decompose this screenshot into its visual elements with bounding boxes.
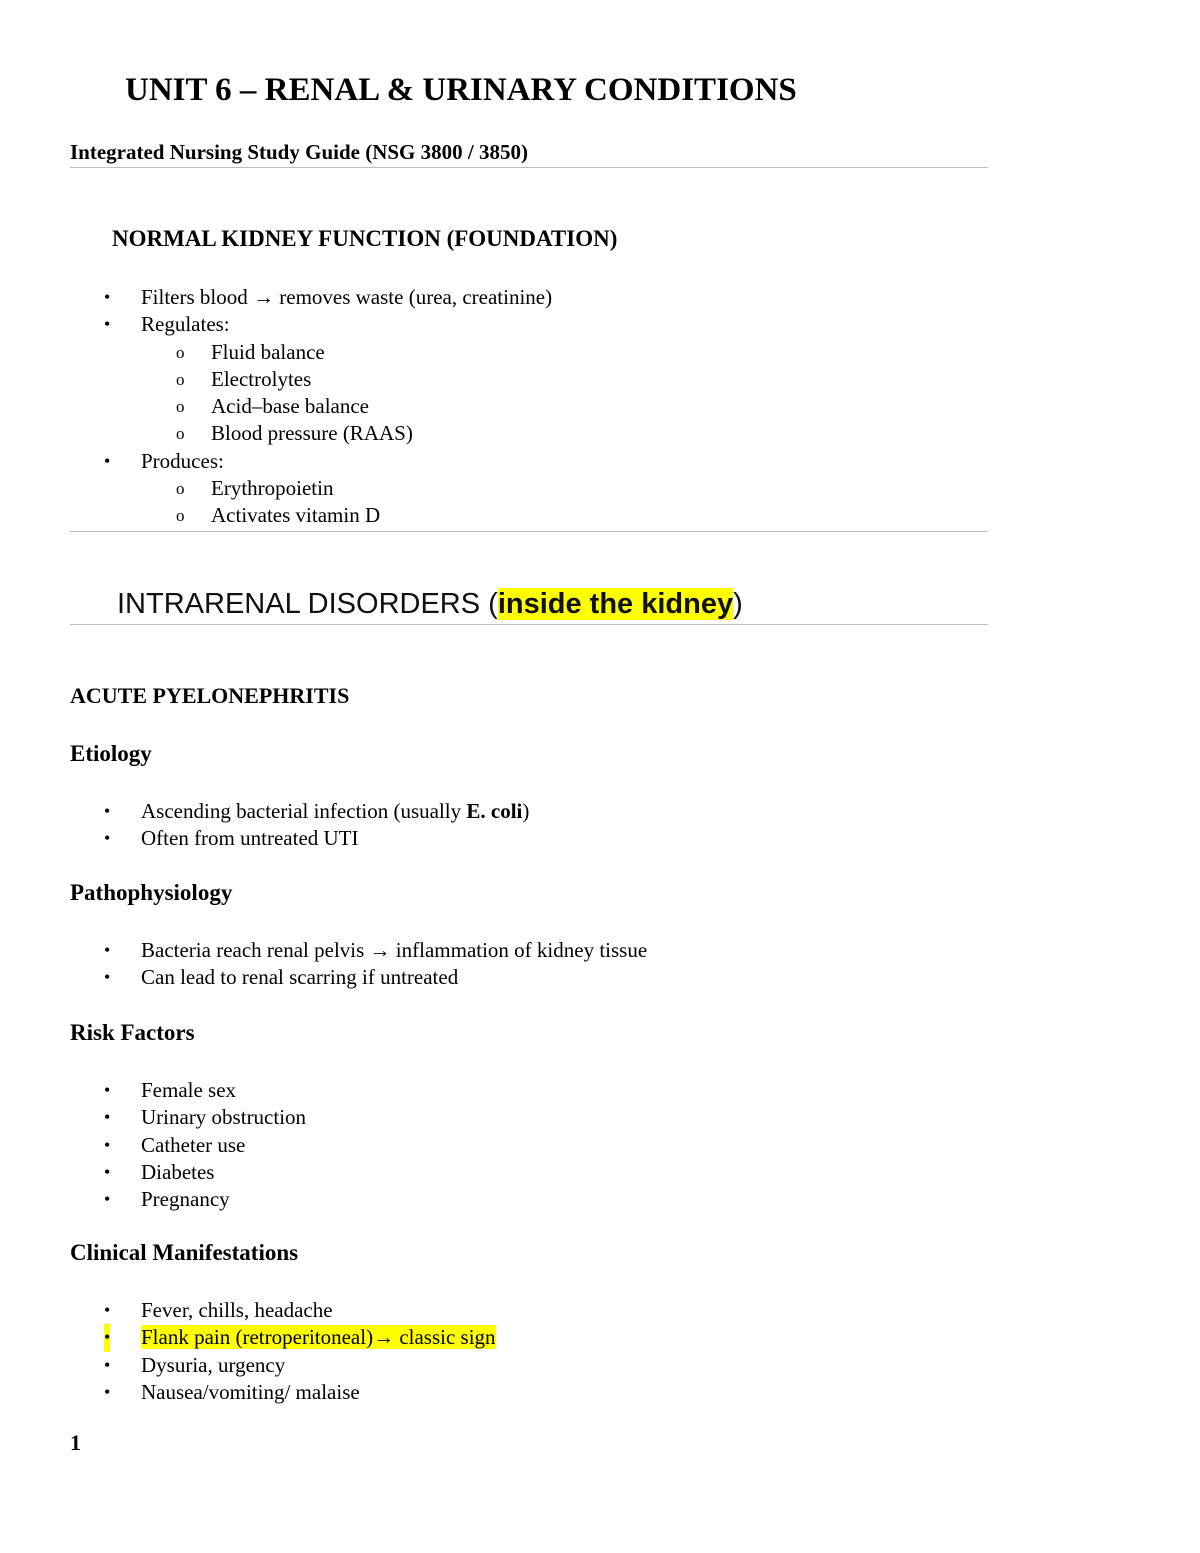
list-item-text: Regulates: xyxy=(141,312,230,337)
bullet-icon: • xyxy=(104,1189,111,1210)
list-item-text: Female sex xyxy=(141,1078,237,1102)
section-heading-intrarenal xyxy=(117,588,743,621)
highlighted-text: inside the kidney xyxy=(497,588,734,620)
sub-bullet-icon: o xyxy=(176,397,185,417)
pathophysiology-list xyxy=(70,937,647,992)
bullet-icon: • xyxy=(104,1134,111,1155)
divider-rule xyxy=(70,531,988,532)
bullet-icon: • xyxy=(104,1324,110,1351)
list-item xyxy=(70,1132,306,1159)
list-item xyxy=(70,1379,496,1406)
list-item-text: Catheter use xyxy=(141,1132,246,1157)
sub-list-item xyxy=(70,339,552,366)
list-item-text: Blood pressure (RAAS) xyxy=(211,421,413,446)
divider-rule xyxy=(70,624,988,625)
list-item xyxy=(70,937,647,964)
list-item-text: ) xyxy=(522,799,530,823)
list-item-text: Acid–base balance xyxy=(211,394,370,419)
bullet-icon: • xyxy=(104,450,111,471)
clinical-manifestations-list xyxy=(70,1297,496,1406)
bullet-icon: • xyxy=(104,967,111,988)
highlighted-text: Flank pain (retroperitoneal)→ classic sign xyxy=(141,1325,496,1350)
list-item-text: Bacteria reach renal pelvis → inflammation of kidney tissue xyxy=(141,938,648,962)
bullet-icon: • xyxy=(104,1300,111,1320)
bullet-icon: • xyxy=(104,287,111,307)
list-item-text: Dysuria, urgency xyxy=(141,1352,286,1377)
risk-factors-list xyxy=(70,1077,306,1213)
etiology-list xyxy=(70,798,529,853)
list-item-text: Ascending bacterial infection (usually xyxy=(141,799,467,823)
sub-list-item xyxy=(70,420,552,447)
list-item xyxy=(70,1104,306,1131)
list-item-text: Erythropoietin xyxy=(211,476,334,501)
list-item-highlighted xyxy=(70,1324,496,1351)
bullet-icon: • xyxy=(104,940,111,960)
sub-bullet-icon: o xyxy=(176,369,185,389)
sub-bullet-icon: o xyxy=(176,506,185,526)
document-title: UNIT 6 – RENAL & URINARY CONDITIONS xyxy=(125,72,797,108)
sub-list-item xyxy=(70,393,552,420)
bullet-icon: • xyxy=(104,828,111,849)
list-item-text: Fever, chills, headache xyxy=(141,1298,333,1322)
heading-pathophysiology: Pathophysiology xyxy=(70,880,233,905)
list-item xyxy=(70,1077,306,1104)
heading-text: ) xyxy=(733,588,743,620)
list-item-text: Diabetes xyxy=(141,1159,215,1184)
sub-list-item xyxy=(70,366,552,393)
list-item-text: Pregnancy xyxy=(141,1187,230,1212)
bullet-icon: • xyxy=(104,1354,111,1375)
heading-risk-factors: Risk Factors xyxy=(70,1020,195,1045)
normal-function-list xyxy=(70,284,552,530)
subsection-heading-acute-pyelonephritis: ACUTE PYELONEPHRITIS xyxy=(70,683,350,708)
bullet-icon: • xyxy=(104,314,111,335)
heading-text: INTRARENAL DISORDERS ( xyxy=(117,588,498,620)
bullet-icon: • xyxy=(104,1080,111,1100)
heading-clinical-manifestations: Clinical Manifestations xyxy=(70,1240,299,1265)
bullet-icon: • xyxy=(104,1381,111,1402)
list-item-text: Filters blood → removes waste (urea, creatinine) xyxy=(141,285,553,309)
heading-etiology: Etiology xyxy=(70,741,152,766)
bullet-icon: • xyxy=(104,1107,111,1128)
list-item-text: Activates vitamin D xyxy=(211,503,381,528)
list-item-text: Nausea/vomiting/ malaise xyxy=(141,1379,360,1404)
list-item xyxy=(70,311,552,338)
sub-bullet-icon: o xyxy=(176,424,185,444)
list-item-text: Electrolytes xyxy=(211,366,312,391)
list-item xyxy=(70,1186,306,1213)
list-item-text: Fluid balance xyxy=(211,339,325,364)
list-item-text: Produces: xyxy=(141,448,224,473)
list-item xyxy=(70,448,552,475)
bold-text: E. coli xyxy=(466,799,523,823)
list-item xyxy=(70,798,529,825)
bullet-icon: • xyxy=(104,801,111,821)
list-item xyxy=(70,825,529,852)
list-item-text: Urinary obstruction xyxy=(141,1105,307,1130)
section-heading-normal-function: NORMAL KIDNEY FUNCTION (FOUNDATION) xyxy=(112,226,618,251)
list-item xyxy=(70,1352,496,1379)
sub-bullet-icon: o xyxy=(176,342,185,362)
list-item xyxy=(70,964,647,991)
list-item-text: Can lead to renal scarring if untreated xyxy=(141,965,459,990)
list-item xyxy=(70,284,552,311)
list-item xyxy=(70,1297,496,1324)
bullet-icon: • xyxy=(104,1161,111,1182)
sub-bullet-icon: o xyxy=(176,479,185,499)
page-number: 1 xyxy=(70,1430,81,1455)
list-item-text: Often from untreated UTI xyxy=(141,826,359,851)
sub-list-item xyxy=(70,475,552,502)
sub-list-item xyxy=(70,502,552,529)
divider-rule xyxy=(70,167,988,168)
document-subtitle: Integrated Nursing Study Guide (NSG 3800 / 3850) xyxy=(70,140,528,164)
list-item xyxy=(70,1159,306,1186)
